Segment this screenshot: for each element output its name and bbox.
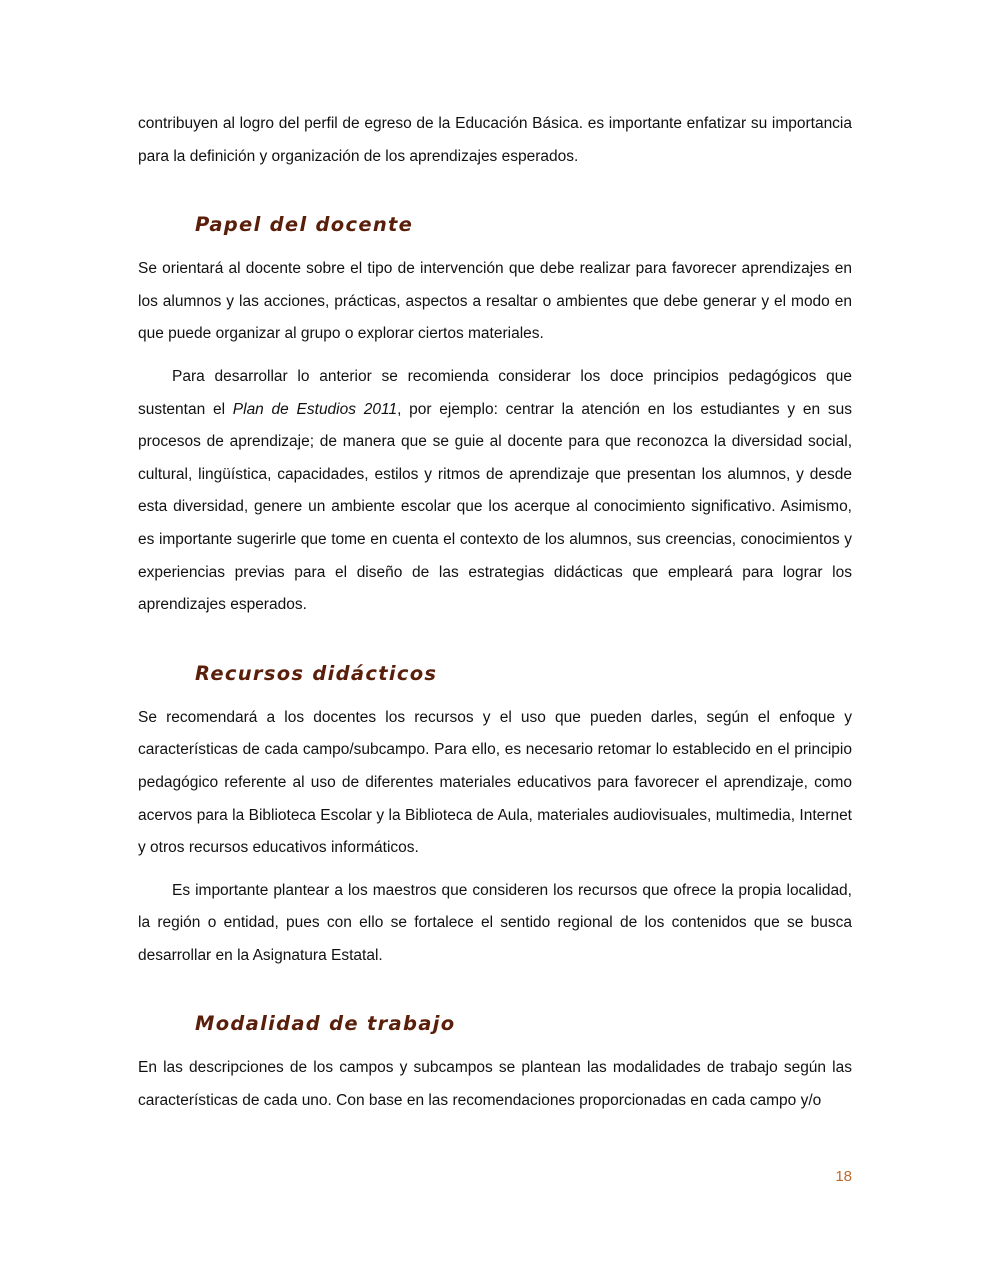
heading-papel-del-docente: Papel del docente (195, 213, 414, 237)
recursos-paragraph-2: Es importante plantear a los maestros que consideren los recursos que ofrece la propia localidad, la región o entidad, pues con ello se fortalece el sentido regional de los contenidos que se busca desarrollar en la Asignatura Estatal. (138, 881, 852, 964)
papel-paragraph-2-end: , por ejemplo: centrar la atención en los estudiantes y en sus procesos de aprendizaje; de manera que se guie al docente para que reconozca la diversidad social, cultural, lingüística, capacidades, estilos y ritmos de aprendizaje que presentan los alumnos, y desde esta diversidad, genere un ambiente escolar que los acerque al conocimiento significativo. Asimismo, es importante sugerirle que tome en cuenta el contexto de los alumnos, sus creencias, conocimientos y experiencias previas para el diseño de las estrategias didácticas que empleará para lograr los aprendizajes esperados. (138, 400, 852, 614)
heading-recursos-didacticos: Recursos didácticos (195, 661, 438, 685)
heading-modalidad-de-trabajo: Modalidad de trabajo (195, 1012, 456, 1036)
modalidad-paragraph-1: En las descripciones de los campos y subcampos se plantean las modalidades de trabajo según las características de cada uno. Con base en las recomendaciones proporcionadas en cada campo y/o (138, 1059, 852, 1110)
papel-paragraph-1: Se orientará al docente sobre el tipo de intervención que debe realizar para favorecer aprendizajes en los alumnos y las acciones, prácticas, aspectos a resaltar o ambientes que debe generar y el modo en que puede organizar al grupo o explorar ciertos materiales. (138, 260, 852, 343)
papel-paragraph-2-start: Para desarrollar lo anterior se recomienda considerar los doce principios pedagógicos que sustentan el (138, 367, 852, 418)
page-content (138, 108, 852, 1118)
plan-de-estudios-title: Plan de Estudios 2011 (232, 400, 398, 418)
papel-paragraph-2 (138, 361, 852, 622)
intro-paragraph: contribuyen al logro del perfil de egreso de la Educación Básica. es importante enfatizar su importancia para la definición y organización de los aprendizajes esperados. (138, 115, 852, 165)
recursos-paragraph-1: Se recomendará a los docentes los recursos y el uso que pueden darles, según el enfoque y características de cada campo/subcampo. Para ello, es necesario retomar lo establecido en el principio pedagógico referente al uso de diferentes materiales educativos para favorecer el aprendizaje, como acervos para la Biblioteca Escolar y la Biblioteca de Aula, materiales audiovisuales, multimedia, Internet y otros recursos educativos informáticos. (138, 708, 852, 857)
page-number: 18 (835, 1168, 852, 1185)
